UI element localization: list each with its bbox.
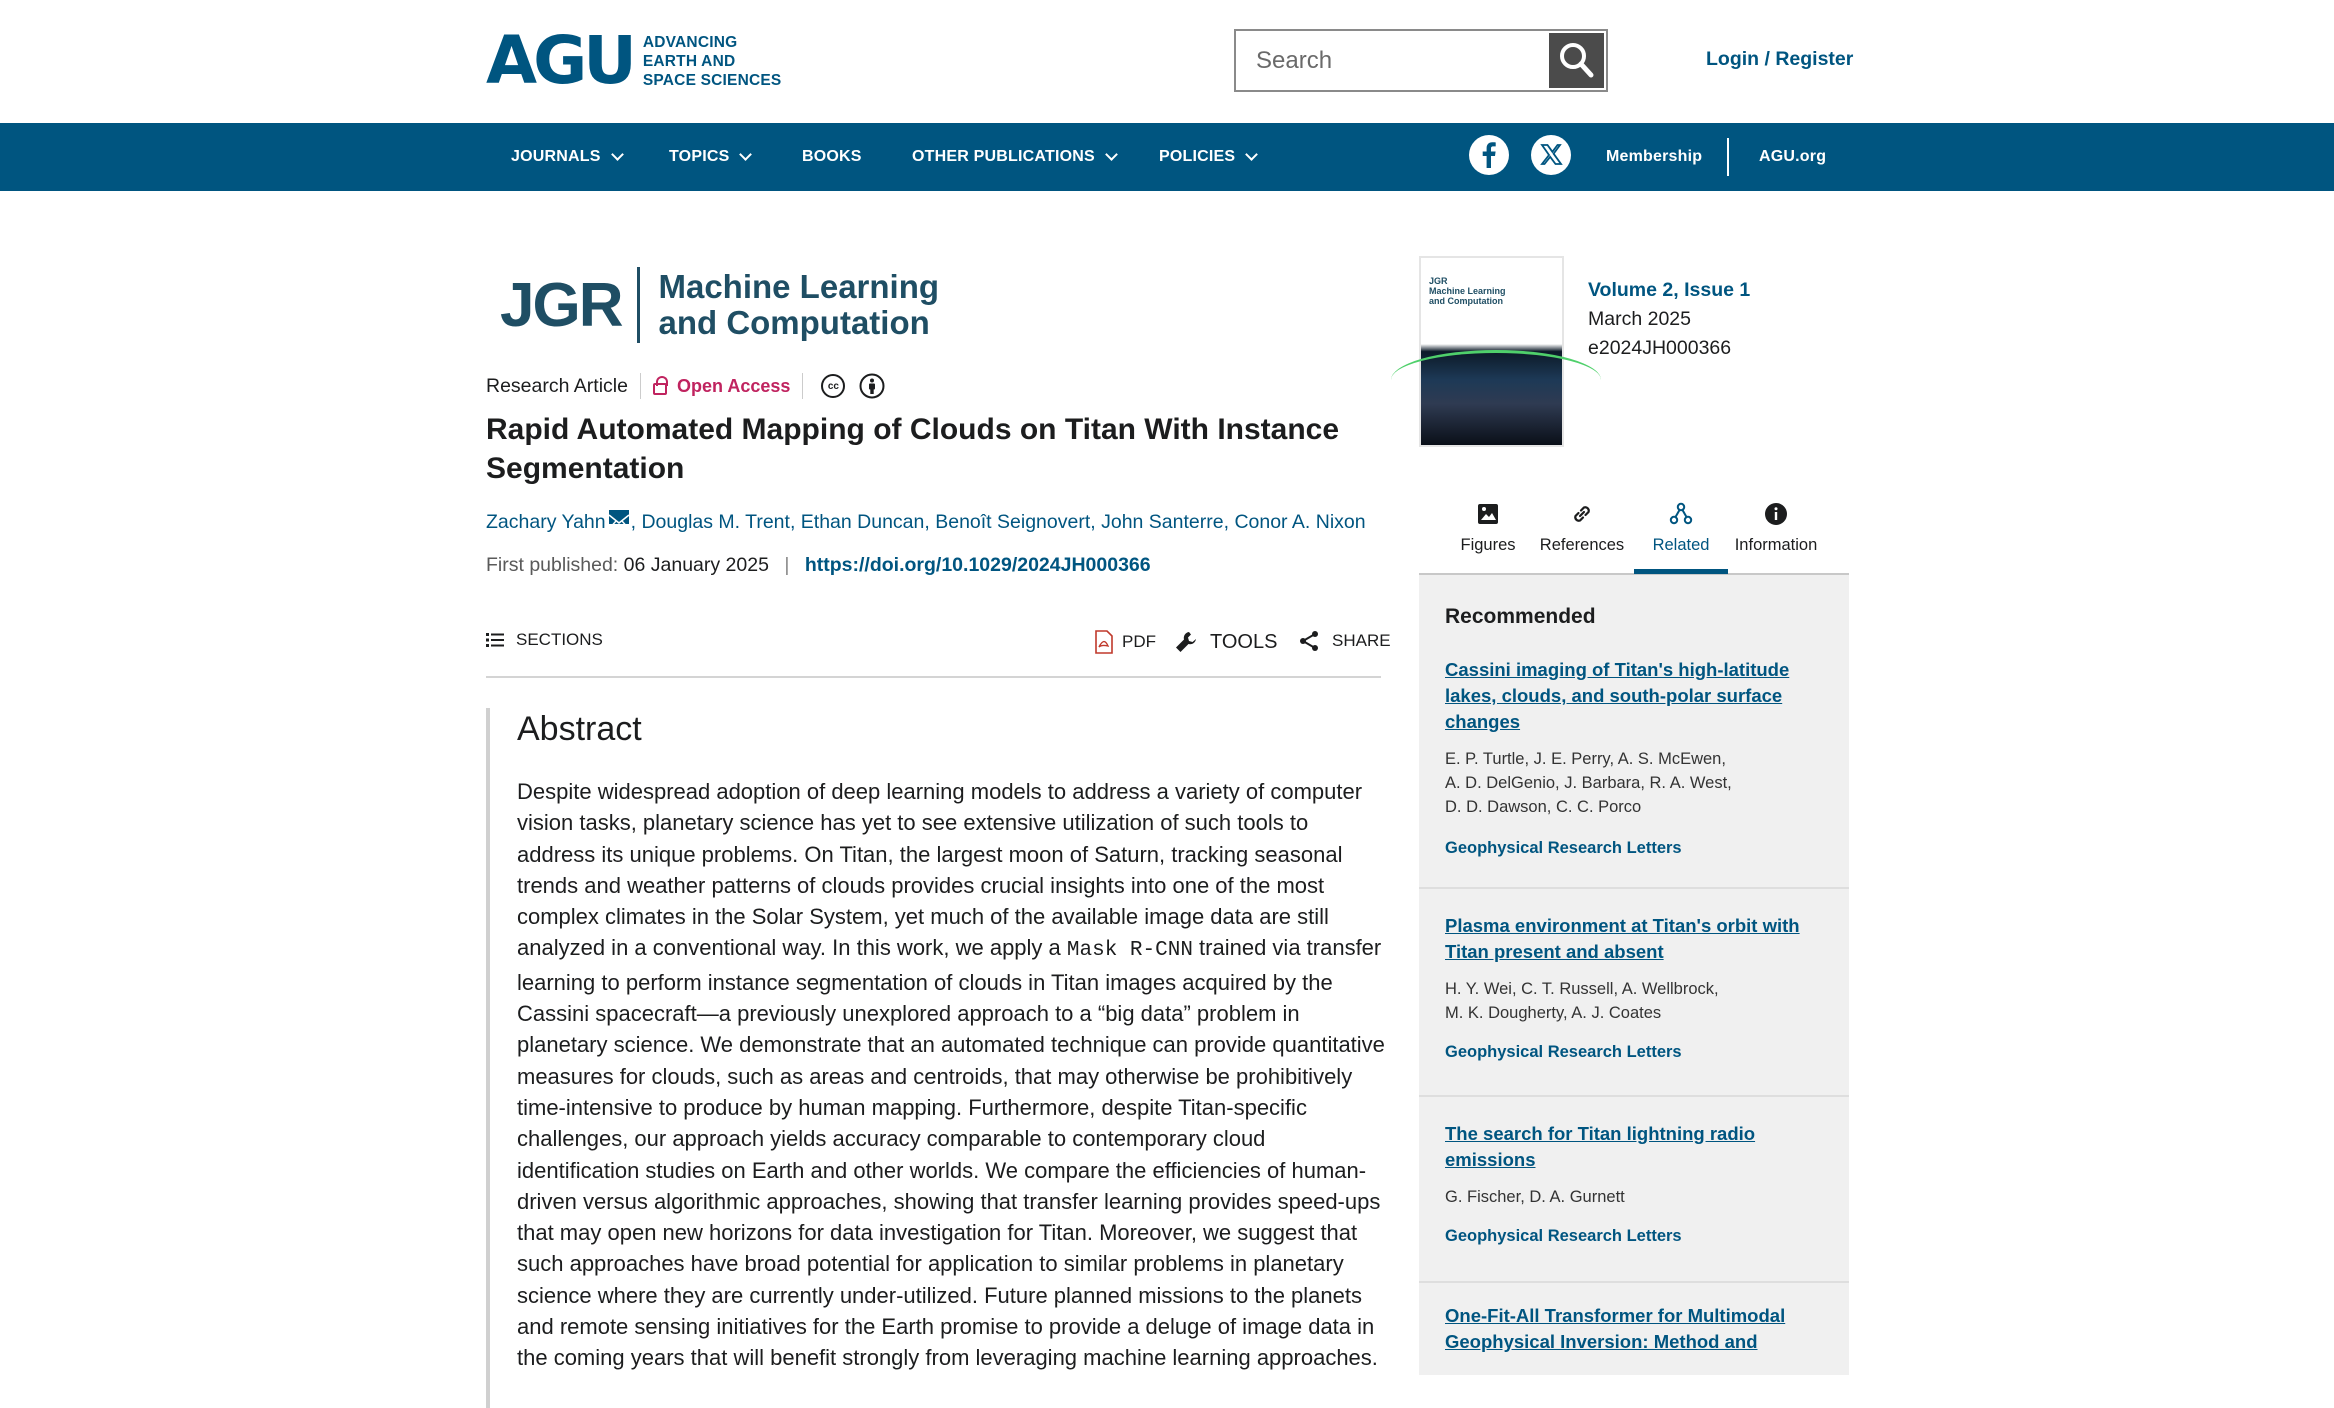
recommended-item xyxy=(1419,889,1849,1097)
recommended-journal-link[interactable]: Geophysical Research Letters xyxy=(1445,1227,1682,1245)
search-icon xyxy=(1549,33,1604,88)
tools-button[interactable]: TOOLS xyxy=(1174,630,1277,654)
list-icon xyxy=(486,632,504,648)
cover-earth-horizon xyxy=(1391,350,1601,410)
tab-related[interactable]: Related xyxy=(1634,494,1728,572)
chevron-down-icon xyxy=(1105,148,1118,161)
email-icon[interactable] xyxy=(609,510,629,524)
doi-link[interactable]: https://doi.org/10.1029/2024JH000366 xyxy=(804,554,1151,576)
meta-divider xyxy=(802,373,803,399)
recommended-item xyxy=(1419,1097,1849,1283)
login-register-link[interactable]: Login / Register xyxy=(1706,48,1854,70)
nav-divider xyxy=(1727,138,1729,176)
nav-journals[interactable]: JOURNALS xyxy=(511,123,622,191)
pdf-icon xyxy=(1094,630,1114,654)
chevron-down-icon xyxy=(1245,148,1258,161)
nav-agu-org[interactable]: AGU.org xyxy=(1759,148,1827,165)
issue-cover[interactable] xyxy=(1419,256,1564,447)
author-link[interactable]: Benoît Seignovert xyxy=(935,511,1091,533)
facebook-icon[interactable] xyxy=(1469,135,1509,175)
share-button[interactable]: SHARE xyxy=(1298,630,1391,652)
article-title: Rapid Automated Mapping of Clouds on Titan With Instance Segmentation xyxy=(486,413,1340,485)
recommended-authors: G. Fischer, D. A. Gurnett xyxy=(1445,1188,1625,1206)
nav-membership[interactable]: Membership xyxy=(1606,148,1703,165)
abstract-section xyxy=(486,708,1385,1408)
first-published-date: 06 January 2025 xyxy=(623,554,769,576)
recommended-title-link[interactable]: Plasma environment at Titan's orbit with Titan present and absent xyxy=(1445,915,1800,962)
nav-policies[interactable]: POLICIES xyxy=(1159,123,1256,191)
nav-other-publications[interactable]: OTHER PUBLICATIONS xyxy=(912,123,1116,191)
agu-logo-mark: AGU xyxy=(486,22,633,99)
first-published-label: First published: xyxy=(486,554,619,576)
lock-open-icon xyxy=(653,383,667,395)
recommended-journal-link[interactable]: Geophysical Research Letters xyxy=(1445,839,1682,857)
attribution-icon[interactable] xyxy=(859,373,885,399)
creative-commons-icon[interactable]: cc xyxy=(821,374,845,398)
article-type: Research Article xyxy=(486,374,628,397)
publication-info: First published: 06 January 2025 | https://doi.org/10.1029/2024JH000366 xyxy=(486,554,1151,576)
recommended-title-link[interactable]: Cassini imaging of Titan's high-latitude lakes, clouds, and south-polar surface changes xyxy=(1445,659,1790,732)
search-button[interactable] xyxy=(1549,33,1604,88)
chevron-down-icon xyxy=(740,148,753,161)
recommended-title-link[interactable]: The search for Titan lightning radio emissions xyxy=(1445,1123,1756,1170)
related-icon xyxy=(1669,502,1693,526)
site-header xyxy=(0,0,2334,123)
issue-info xyxy=(1588,276,1750,363)
side-tabs xyxy=(1419,494,1849,574)
cover-title: JGR Machine Learning and Computation xyxy=(1429,276,1506,306)
journal-abbrev: JGR xyxy=(500,270,622,340)
recommended-item xyxy=(1419,575,1849,889)
active-tab-indicator xyxy=(1634,569,1728,574)
recommended-journal-link[interactable]: Geophysical Research Letters xyxy=(1445,1043,1682,1061)
recommended-heading: Recommended xyxy=(1445,605,1596,628)
recommended-authors: E. P. Turtle, J. E. Perry, A. S. McEwen, A. D. DelGenio, J. Barbara, R. A. West, D. D. Dawson, C. C. Porco xyxy=(1445,750,1732,816)
agu-logo[interactable] xyxy=(486,22,782,99)
author-list: Zachary Yahn , Douglas M. Trent, Ethan Duncan, Benoît Seignovert, John Santerre, Conor A. Nixon xyxy=(486,511,1366,533)
author-link[interactable]: Zachary Yahn xyxy=(486,511,606,533)
recommended-title-link[interactable]: One-Fit-All Transformer for Multimodal Geophysical Inversion: Method and xyxy=(1445,1305,1786,1352)
issue-date: March 2025 xyxy=(1588,308,1691,330)
author-link[interactable]: Douglas M. Trent xyxy=(641,511,790,533)
x-twitter-icon[interactable] xyxy=(1531,135,1571,175)
chevron-down-icon xyxy=(611,148,624,161)
nav-books[interactable]: BOOKS xyxy=(802,148,862,165)
open-access-label[interactable]: Open Access xyxy=(676,375,791,396)
journal-logo[interactable] xyxy=(500,264,939,346)
main-nav xyxy=(0,123,2334,191)
journal-logo-divider xyxy=(637,267,640,343)
abstract-code: Mask R-CNN xyxy=(1066,939,1193,963)
recommended-authors: H. Y. Wei, C. T. Russell, A. Wellbrock, M. K. Dougherty, A. J. Coates xyxy=(1445,980,1719,1022)
search-box xyxy=(1234,29,1608,92)
issue-volume-link[interactable]: Volume 2, Issue 1 xyxy=(1588,279,1751,301)
author-link[interactable]: John Santerre xyxy=(1101,511,1224,533)
abstract-text: Despite widespread adoption of deep learning models to address a variety of computer vision tasks, planetary science has yet to see extensive utilization of such tools to address its unique problems. On Titan, the largest moon of Saturn, tracking seasonal trends and weather patterns of clouds provides crucial insights into one of the most complex climates in the Solar System, yet much of the available image data are still analyzed in a conventional way. In this work, we apply a Mask R-CNN trained via transfer learning to perform instance segmentation of clouds in Titan images acquired by the Cassini spacecraft—a previously unexplored approach to a “big data” problem in planetary science. We demonstrate that an automated technique can provide quantitative measures for clouds, such as areas and centroids, that may otherwise be prohibitively time-intensive to produce by human mapping. Furthermore, despite Titan-specific challenges, our approach yields accuracy comparable to contemporary cloud identification studies on Earth and other worlds. We compare the efficiencies of human-driven versus algorithmic approaches, showing that transfer learning provides speed-ups that may open new horizons for data investigation for Titan. Moreover, we suggest that such approaches have broad potential for application to similar problems in planetary science where they are currently under-utilized. Future planned missions to the planets and remote sensing initiatives for the Earth promise to provide a deluge of image data in the coming years that will benefit strongly from leveraging machine learning approaches. xyxy=(517,779,1385,1371)
pdf-button[interactable]: PDF xyxy=(1094,630,1156,654)
tab-references[interactable]: References xyxy=(1535,494,1629,572)
link-icon xyxy=(1570,502,1594,526)
recommended-panel xyxy=(1419,575,1849,1375)
article-eid: e2024JH000366 xyxy=(1588,337,1732,359)
sections-button[interactable]: SECTIONS xyxy=(486,630,603,650)
author-link[interactable]: Ethan Duncan xyxy=(800,511,925,533)
agu-logo-tagline: ADVANCING EARTH AND SPACE SCIENCES xyxy=(642,33,782,89)
image-icon xyxy=(1476,502,1500,526)
meta-divider xyxy=(640,373,641,399)
search-input[interactable] xyxy=(1236,31,1550,90)
info-icon xyxy=(1764,502,1788,526)
article-toolbar xyxy=(486,624,1391,658)
wrench-icon xyxy=(1174,630,1198,654)
tab-figures[interactable]: Figures xyxy=(1441,494,1535,572)
author-link[interactable]: Conor A. Nixon xyxy=(1234,511,1366,533)
share-icon xyxy=(1298,630,1320,652)
article-meta-row xyxy=(486,373,885,399)
recommended-item xyxy=(1419,1283,1849,1403)
toolbar-divider xyxy=(486,676,1381,678)
journal-name: Machine Learning and Computation xyxy=(658,268,940,341)
tab-information[interactable]: Information xyxy=(1729,494,1823,572)
abstract-heading: Abstract xyxy=(517,710,642,748)
nav-topics[interactable]: TOPICS xyxy=(669,123,750,191)
